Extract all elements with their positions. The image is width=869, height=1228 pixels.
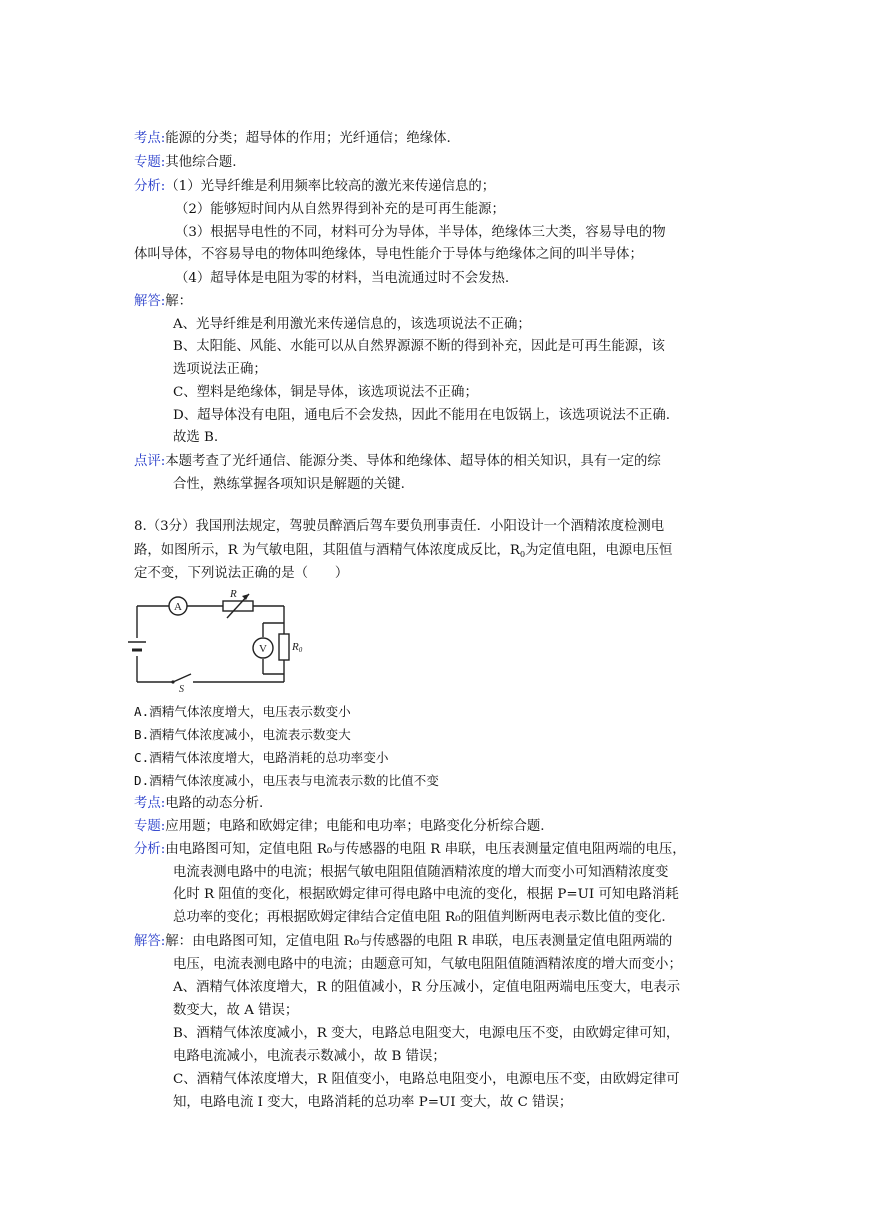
fenxi-line: 体叫导体，不容易导电的物体叫绝缘体，导电性能介于导体与绝缘体之间的叫半导体； <box>134 247 643 262</box>
fenxi-label: 分析: <box>134 179 166 194</box>
fenxi-line: （1）光导纤维是利用频率比较高的激光来传递信息的； <box>165 179 496 194</box>
q8-stem-line: 路，如图所示，R 为气敏电阻，其阻值与酒精气体浓度成反比，$R_0$为定值电阻，电源电压恒 <box>134 543 673 559</box>
jieda-line: 电路电流减小，电流表示数减小，故 B 错误； <box>173 1049 446 1064</box>
jieda-line: A、光导纤维是利用激光来传递信息的，该选项说法不正确； <box>173 317 531 332</box>
voltmeter-label: V <box>259 643 267 655</box>
kaodian-label: 考点: <box>134 796 166 811</box>
jieda-line: C、酒精气体浓度增大，R 阻值变小，电路总电阻变小，电源电压不变，由欧姆定律可 <box>173 1072 680 1087</box>
arrow-head-icon <box>242 594 249 600</box>
q7-fenxi-row <box>134 178 495 196</box>
jieda-line: 故选 B. <box>173 430 219 445</box>
q8-zhuanti-row <box>134 818 545 836</box>
zhuanti-label: 专题: <box>134 819 166 834</box>
q8-option-c: C.酒精气体浓度增大，电路消耗的总功率变小 <box>134 750 389 765</box>
fenxi-line: 电流表测电路中的电流；根据气敏电阻阻值随酒精浓度的增大而变小可知酒精浓度变 <box>173 865 669 880</box>
fenxi-label: 分析: <box>134 842 166 857</box>
zhuanti-text: 应用题；电路和欧姆定律；电能和电功率；电路变化分析综合题. <box>165 819 545 834</box>
dianping-label: 点评: <box>134 454 166 469</box>
jieda-line: B、太阳能、风能、水能可以从自然界源源不断的得到补充，因此是可再生能源，该 <box>173 339 665 354</box>
fenxi-line: 总功率的变化；再根据欧姆定律结合定值电阻 R₀的阻值判断两电表示数比值的变化. <box>173 910 666 925</box>
q7-jieda-row <box>134 293 192 311</box>
q8-fenxi-row <box>134 841 686 859</box>
q8-stem-line: 定不变，下列说法正确的是（ ） <box>134 566 349 581</box>
q8-option-b: B.酒精气体浓度减小，电流表示数变大 <box>134 727 351 742</box>
jieda-line: 知，电路电流 I 变大，电路消耗的总功率 P=UI 变大，故 C 错误； <box>173 1095 573 1110</box>
fenxi-line: （4）超导体是电阻为零的材料，当电流通过时不会发热. <box>175 271 510 286</box>
q7-dianping-row <box>134 453 661 471</box>
resistor-r0-label: R0 <box>292 641 303 654</box>
jieda-line: A、酒精气体浓度增大，R 的阻值减小，R 分压减小，定值电阻两端电压变大，电表示 <box>173 980 681 995</box>
q8-kaodian-row <box>134 795 263 813</box>
zhuanti-label: 专题: <box>134 155 166 170</box>
q8-option-a: A.酒精气体浓度增大，电压表示数变小 <box>134 704 351 719</box>
jieda-line: 数变大，故 A 错误； <box>173 1003 299 1018</box>
fenxi-line: 化时 R 阻值的变化，根据欧姆定律可得电路中电流的变化，根据 P=UI 可知电路消耗 <box>173 887 679 902</box>
dianping-line: 本题考查了光纤通信、能源分类、导体和绝缘体、超导体的相关知识，具有一定的综 <box>165 454 661 469</box>
switch-pivot <box>171 680 174 683</box>
circuit-diagram <box>127 588 307 692</box>
fenxi-line: （3）根据导电性的不同，材料可分为导体，半导体，绝缘体三大类，容易导电的物 <box>175 225 666 240</box>
dianping-line: 合性，熟练掌握各项知识是解题的关键. <box>173 477 405 492</box>
resistor-r0 <box>279 634 289 660</box>
q8-option-d: D.酒精气体浓度减小，电压表与电流表示数的比值不变 <box>134 773 439 788</box>
ammeter-label: A <box>174 601 182 613</box>
jieda-line: 解：由电路图可知，定值电阻 R₀与传感器的电阻 R 串联，电压表测量定值电阻两端的 <box>165 934 673 949</box>
jieda-label: 解答: <box>134 294 166 309</box>
resistor-r-label: R <box>230 588 237 600</box>
jieda-line: 解： <box>165 294 193 309</box>
jieda-line: 电压，电流表测电路中的电流；由题意可知，气敏电阻阻值随酒精浓度的增大而变小； <box>173 957 682 972</box>
fenxi-line: 由电路图可知，定值电阻 R₀与传感器的电阻 R 串联，电压表测量定值电阻两端的电压， <box>165 842 686 857</box>
fenxi-line: （2）能够短时间内从自然界得到补充的是可再生能源； <box>175 202 505 217</box>
jieda-label: 解答: <box>134 934 166 949</box>
q8-stem-line: 8.（3分）我国刑法规定，驾驶员醉酒后驾车要负刑事责任．小阳设计一个酒精浓度检测电 <box>134 519 665 534</box>
kaodian-label: 考点: <box>134 131 166 146</box>
q7-kaodian-row <box>134 130 451 148</box>
jieda-line: B、酒精气体浓度减小，R 变大，电路总电阻变大，电源电压不变，由欧姆定律可知， <box>173 1026 680 1041</box>
switch-label: S <box>179 684 184 692</box>
q7-zhuanti-row <box>134 154 237 172</box>
jieda-line: C、塑料是绝缘体，铜是导体，该选项说法不正确； <box>173 385 478 400</box>
switch-icon <box>173 674 191 682</box>
kaodian-text: 电路的动态分析. <box>165 796 264 811</box>
zhuanti-text: 其他综合题. <box>165 155 237 170</box>
kaodian-text: 能源的分类；超导体的作用；光纤通信；绝缘体. <box>165 131 451 146</box>
q8-jieda-row <box>134 933 672 951</box>
jieda-line: D、超导体没有电阻，通电后不会发热，因此不能用在电饭锅上，该选项说法不正确. <box>173 408 671 423</box>
jieda-line: 选项说法正确； <box>173 362 267 377</box>
